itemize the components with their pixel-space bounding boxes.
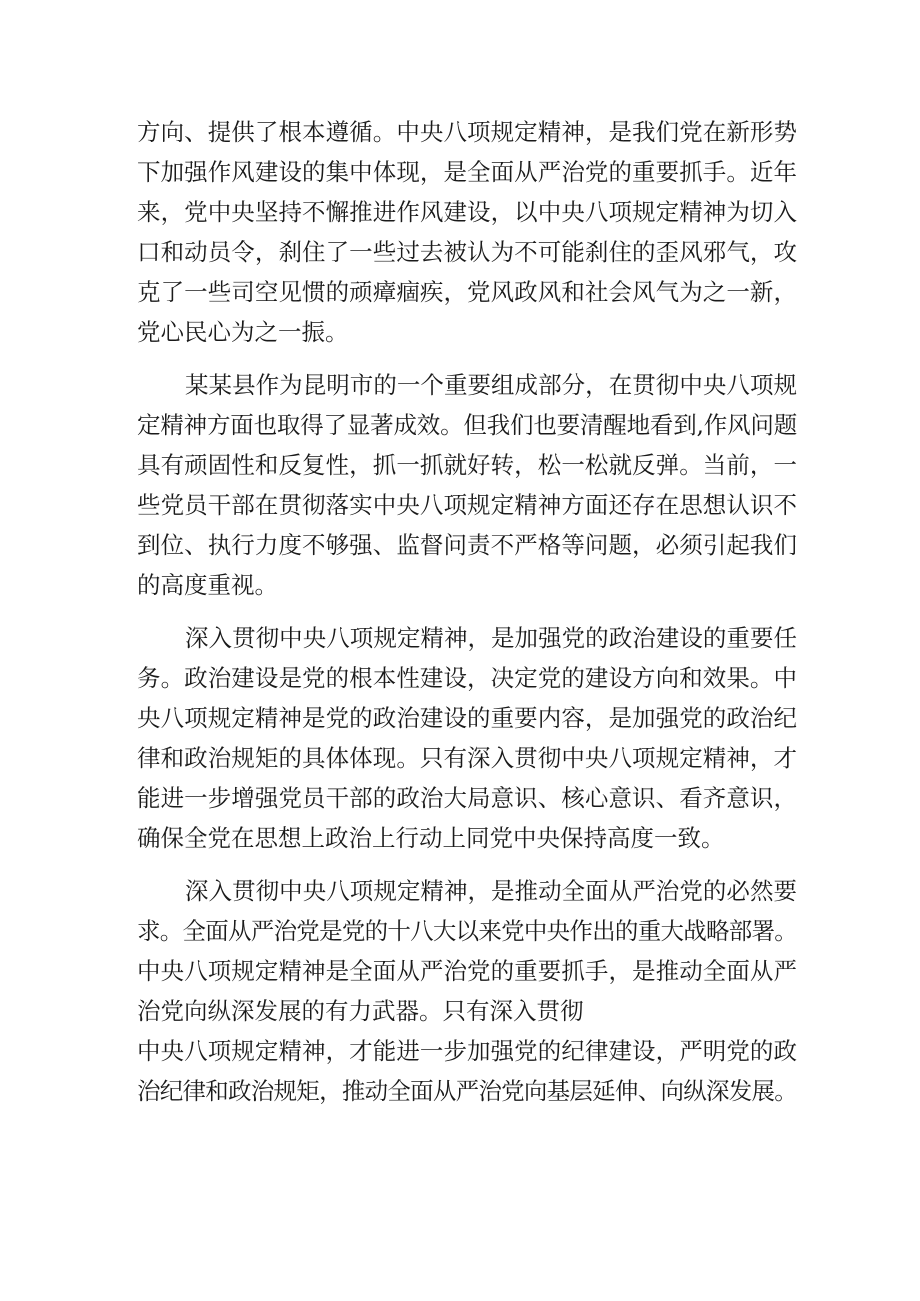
paragraph-5 — [137, 1031, 797, 1111]
paragraph-1 — [137, 112, 797, 352]
text-line: 能进一步增强党员干部的政治大局意识、核心意识、看齐意识， — [137, 784, 797, 812]
text-line: 中央八项规定精神是全面从严治党的重要抓手，是推动全面从严 — [137, 957, 797, 985]
text-line: 的高度重视。 — [137, 571, 278, 599]
text-line: 来，党中央坚持不懈推进作风建设，以中央八项规定精神为切入 — [137, 198, 797, 226]
text-line: 党心民心为之一振。 — [137, 318, 349, 346]
paragraph-3 — [137, 618, 797, 858]
paragraph-2 — [137, 365, 797, 605]
text-line: 央八项规定精神是党的政治建设的重要内容，是加强党的政治纪 — [137, 704, 797, 732]
text-line: 务。政治建设是党的根本性建设，决定党的建设方向和效果。中 — [137, 664, 797, 692]
text-line: 求。全面从严治党是党的十八大以来党中央作出的重大战略部署。 — [137, 917, 797, 945]
text-line: 下加强作风建设的集中体现，是全面从严治党的重要抓手。近年 — [137, 158, 797, 186]
paragraph-4 — [137, 871, 797, 1031]
text-line: 些党员干部在贯彻落实中央八项规定精神方面还存在思想认识不 — [137, 491, 797, 519]
text-line: 某某县作为昆明市的一个重要组成部分，在贯彻中央八项规 — [185, 371, 797, 399]
text-line: 治党向纵深发展的有力武器。只有深入贯彻 — [137, 997, 584, 1025]
text-line: 定精神方面也取得了显著成效。但我们也要清醒地看到,作风问题 — [137, 411, 797, 439]
text-line: 中央八项规定精神，才能进一步加强党的纪律建设，严明党的政 — [137, 1037, 797, 1065]
text-line: 到位、执行力度不够强、监督问责不严格等问题，必须引起我们 — [137, 531, 797, 559]
document-body — [137, 112, 797, 1111]
text-line: 方向、提供了根本遵循。中央八项规定精神，是我们党在新形势 — [137, 118, 797, 146]
text-line: 克了一些司空见惯的顽瘴痼疾，党风政风和社会风气为之一新， — [137, 278, 797, 306]
text-line: 律和政治规矩的具体体现。只有深入贯彻中央八项规定精神，才 — [137, 744, 797, 772]
text-line: 确保全党在思想上政治上行动上同党中央保持高度一致。 — [137, 824, 725, 852]
text-line: 深入贯彻中央八项规定精神，是加强党的政治建设的重要任 — [185, 624, 797, 652]
text-line: 口和动员令，刹住了一些过去被认为不可能刹住的歪风邪气，攻 — [137, 238, 797, 266]
text-line: 深入贯彻中央八项规定精神，是推动全面从严治党的必然要 — [185, 877, 797, 905]
text-line: 治纪律和政治规矩，推动全面从严治党向基层延伸、向纵深发展。 — [137, 1077, 797, 1105]
text-line: 具有顽固性和反复性，抓一抓就好转，松一松就反弹。当前，一 — [137, 451, 797, 479]
